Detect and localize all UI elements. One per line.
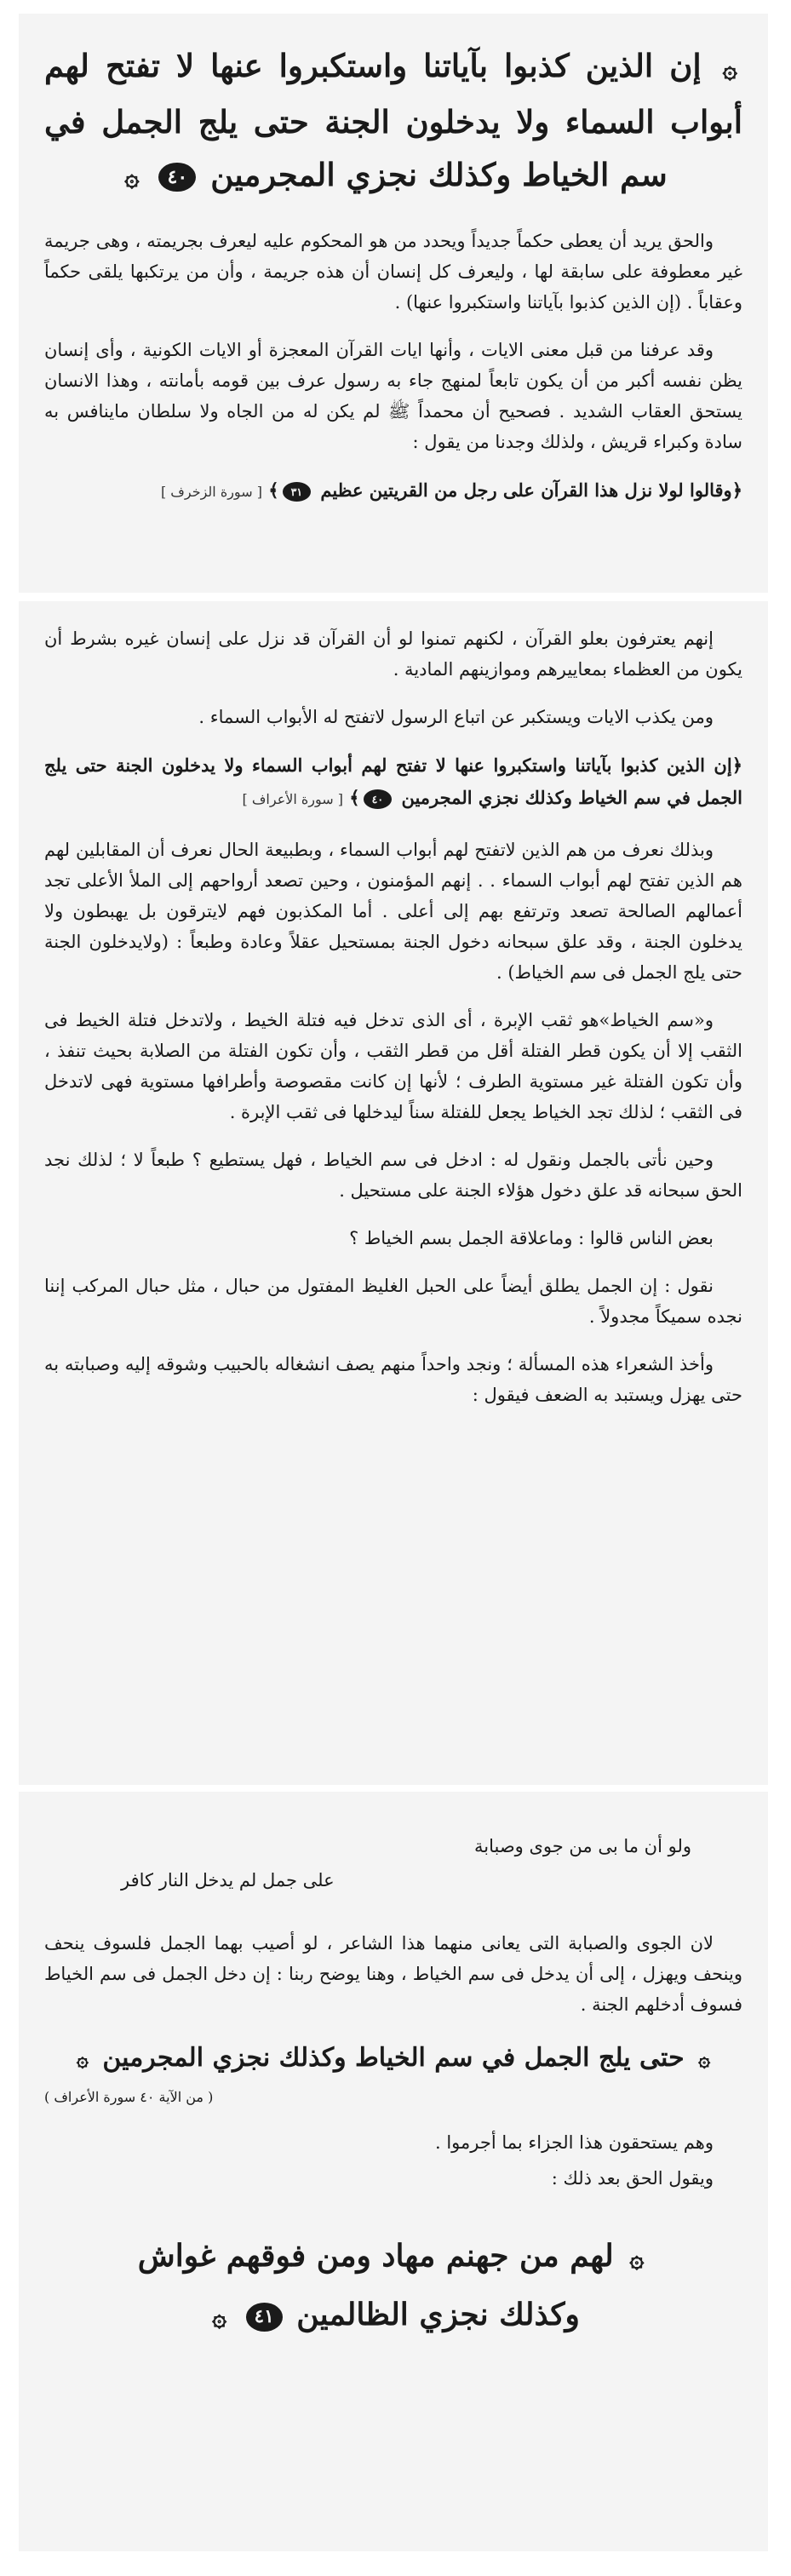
closing-verse — [44, 2228, 742, 2345]
paragraph: ومن يكذب الايات ويستكبر عن اتباع الرسول لاتفتح له الأبواب السماء . — [198, 707, 714, 727]
center-verse — [44, 2037, 742, 2080]
paragraph: ويقول الحق بعد ذلك : — [551, 2168, 714, 2189]
verse-text: وقالوا لولا نزل هذا القرآن على رجل من القريتين عظيم — [320, 479, 732, 501]
paragraph: إنهم يعترفون بعلو القرآن ، لكنهم تمنوا لو أن القرآن قد نزل على إنسان غيره بشرط أن يكون من العظماء بمعاييرهم وموازينهم المادية . — [44, 628, 742, 680]
inline-verse: ﴿وقالوا لولا نزل هذا القرآن على رجل من القريتين عظيم ٣١﴾ [ سورة الزخرف ] — [160, 479, 742, 501]
verse-text: لهم من جهنم مهاد ومن فوقهم غواش — [137, 2238, 614, 2274]
ornament-icon: ۞ — [629, 2244, 645, 2273]
verse-text: إن الذين كذبوا بآياتنا واستكبروا عنها لا تفتح لهم أبواب السماء ولا يدخلون الجنة حتى يلج الجمل في سم الخياط وكذلك نجزي المجرمين — [44, 47, 742, 193]
poem-line: ولو أن ما بى من جوى وصبابة — [473, 1836, 691, 1856]
paragraph: بعض الناس قالوا : وماعلاقة الجمل بسم الخياط ؟ — [349, 1228, 714, 1248]
verse-number: ٤١ — [246, 2303, 283, 2332]
surah-reference: ( من الآية ٤٠ سورة الأعراف ) — [44, 2089, 214, 2105]
ornament-icon: ۞ — [124, 162, 140, 192]
verse-heading — [44, 39, 742, 204]
verse-text: حتى يلج الجمل في سم الخياط وكذلك نجزي المجرمين — [102, 2043, 685, 2073]
inline-verse: ﴿إن الذين كذبوا بآياتنا واستكبروا عنها لا تفتح لهم أبواب السماء ولا يدخلون الجنة حتى يلج الجمل في سم الخياط وكذلك نجزي المجرمين ٤٠﴾ [ سورة الأعراف ] — [44, 754, 742, 808]
verse-number: ٣١ — [283, 482, 312, 502]
ornament-icon: ۞ — [722, 53, 737, 83]
ornament-icon: ۞ — [212, 2303, 226, 2332]
verse-number: ٤٠ — [158, 163, 196, 192]
paragraph: لان الجوى والصبابة التى يعانى منهما هذا الشاعر ، لو أصيب بهما الجمل فلسوف ينحف وينحف ويهزل ، إلى أن يدخل فى سم الخياط ، وهنا يوضح ربنا : إن دخل الجمل فى سم الخياط فسوف أدخلهم الجنة . — [44, 1933, 742, 2015]
section-1 — [19, 14, 768, 593]
paragraph: وحين نأتى بالجمل ونقول له : ادخل فى سم الخياط ، فهل يستطيع ؟ طبعاً لا ؛ لذلك نجد الحق سبحانه قد علق دخول هؤلاء الجنة على مستحيل . — [44, 1150, 742, 1201]
verse-text: وكذلك نجزي الظالمين — [296, 2297, 580, 2332]
verse-number: ٤٠ — [364, 789, 393, 809]
verse-text: إن الذين كذبوا بآياتنا واستكبروا عنها لا تفتح لهم أبواب السماء ولا يدخلون الجنة حتى يلج الجمل في سم الخياط وكذلك نجزي المجرمين — [44, 754, 742, 808]
paragraph: وأخذ الشعراء هذه المسألة ؛ ونجد واحداً منهم يصف انشغاله بالحبيب وشوقه إليه وصبابته به حتى يهزل ويستبد به الضعف فيقول : — [44, 1354, 742, 1405]
ornament-icon: ۞ — [76, 2046, 89, 2071]
poem-line: على جمل لم يدخل النار كافر — [121, 1870, 335, 1890]
paragraph: نقول : إن الجمل يطلق أيضاً على الحبل الغليظ المفتول من حبال ، مثل حبال المركب إننا نجده سميكاً مجدولاً . — [44, 1276, 742, 1327]
paragraph: وبذلك نعرف من هم الذين لاتفتح لهم أبواب السماء ، وبطبيعة الحال نعرف أن المقابلين لهم هم الذين تفتح لهم أبواب السماء . . إنهم المؤمنون ، وحين تصعد أرواحهم إلى الملأ الأعلى تجد أعمالهم الصالحة تصعد وترتفع بهم إلى أعلى . أما المكذبون فهم لايترقون بل يهبطون ولا يدخلون الجنة ، وقد علق سبحانه دخول الجنة بمستحيل عقلاً وعادة وطبعاً : (ولايدخلون الجنة حتى يلج الجمل فى سم الخياط) . — [44, 840, 742, 983]
ornament-icon: ۞ — [698, 2046, 711, 2071]
paragraph: و«سم الخياط»هو ثقب الإبرة ، أى الذى تدخل فيه فتلة الخيط ، ولاتدخل فتلة الخيط فى الثقب إلا أن يكون قطر الفتلة أقل من قطر الثقب ، وأن تكون الفتلة من الصلابة بحيث تنفذ ، وأن تكون الفتلة غير مستوية الطرف ؛ لأنها إن كانت مقصوصة وأطرافها مستوية فهى لاتدخل فى الثقب ؛ لذلك تجد الخياط يجعل للفتلة سناً ليدخلها فى ثقب الإبرة . — [44, 1010, 742, 1122]
section-2 — [19, 601, 768, 1785]
paragraph: والحق يريد أن يعطى حكماً جديداً ويحدد من هو المحكوم عليه ليعرف بجريمته ، وهى جريمة غير معطوفة على سابقة لها ، وليعرف كل إنسان أن هذه جريمة ، وأن من يرتكبها يلقى حكماً وعقاباً . (إن الذين كذبوا بآياتنا واستكبروا عنها) . — [44, 231, 742, 313]
closing-verse-line — [44, 2286, 742, 2345]
poem — [95, 1829, 691, 1897]
paragraph: وهم يستحقون هذا الجزاء بما أجرموا . — [434, 2132, 714, 2153]
closing-verse-line — [44, 2228, 742, 2286]
surah-reference: [ سورة الأعراف ] — [242, 791, 343, 807]
paragraph: وقد عرفنا من قبل معنى الايات ، وأنها ايات القرآن المعجزة أو الايات الكونية ، وأى إنسان يظن نفسه أكبر من أن يكون تابعاً لمنهج جاء به رسول عرف بين قومه بأمانته ، وهذا الانسان يستحق العقاب الشديد . فصحيح أن محمداً ﷺ لم يكن له من الجاه ولا سلطان ماينافس به سادة وكبراء قريش ، ولذلك وجدنا من يقول : — [44, 340, 742, 452]
surah-reference: [ سورة الزخرف ] — [160, 484, 262, 500]
section-3 — [19, 1792, 768, 2551]
